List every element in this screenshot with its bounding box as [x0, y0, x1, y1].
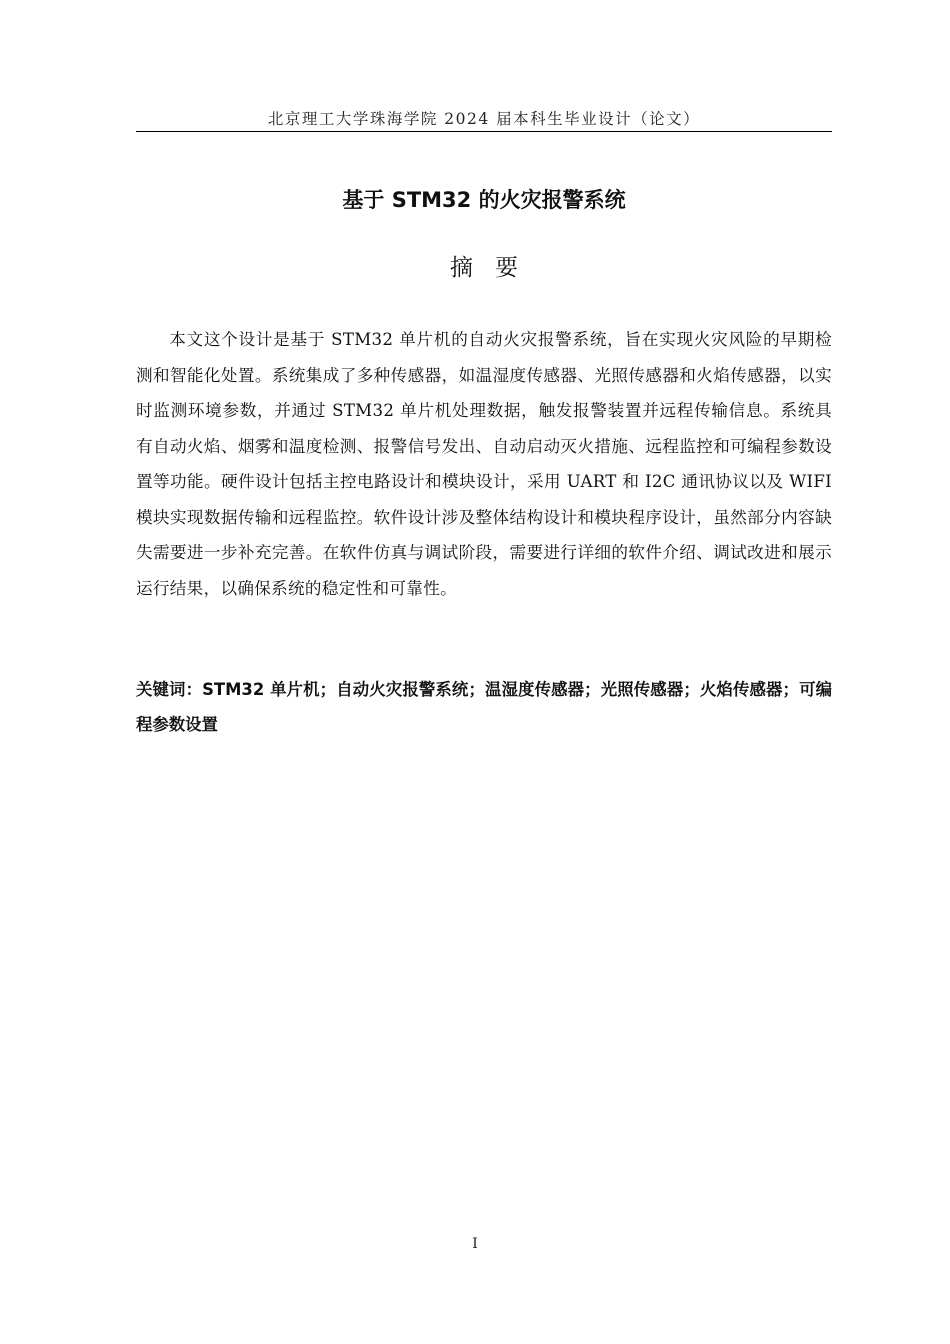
paper-title: 基于 STM32 的火灾报警系统	[342, 188, 626, 212]
header-rule	[136, 131, 832, 132]
keywords-label: 关键词：	[136, 680, 203, 699]
abstract-body: 本文这个设计是基于 STM32 单片机的自动火灾报警系统，旨在实现火灾风险的早期检测和智能化处置。系统集成了多种传感器，如温湿度传感器、光照传感器和火焰传感器，以实时监测环境参数，并通过 STM32 单片机处理数据，触发报警装置并远程传输信息。系统具有自动火焰、烟雾和温度检测、报警信号发出、自动启动灭火措施、远程监控和可编程参数设置等功能。硬件设计包括主控电路设计和模块设计，采用 UART 和 I2C 通讯协议以及 WIFI 模块实现数据传输和远程监控。软件设计涉及整体结构设计和模块程序设计，虽然部分内容缺失需要进一步补充完善。在软件仿真与调试阶段，需要进行详细的软件介绍、调试改进和展示运行结果，以确保系统的稳定性和可靠性。	[136, 330, 832, 598]
running-header: 北京理工大学珠海学院 2024 届本科生毕业设计（论文）	[267, 110, 701, 128]
keywords-text: STM32 单片机；自动火灾报警系统；温湿度传感器；光照传感器；火焰传感器；可编程参数设置	[136, 680, 832, 734]
keywords	[136, 672, 832, 742]
abstract-heading: 摘要	[450, 255, 540, 281]
page-number: I	[472, 1236, 478, 1252]
